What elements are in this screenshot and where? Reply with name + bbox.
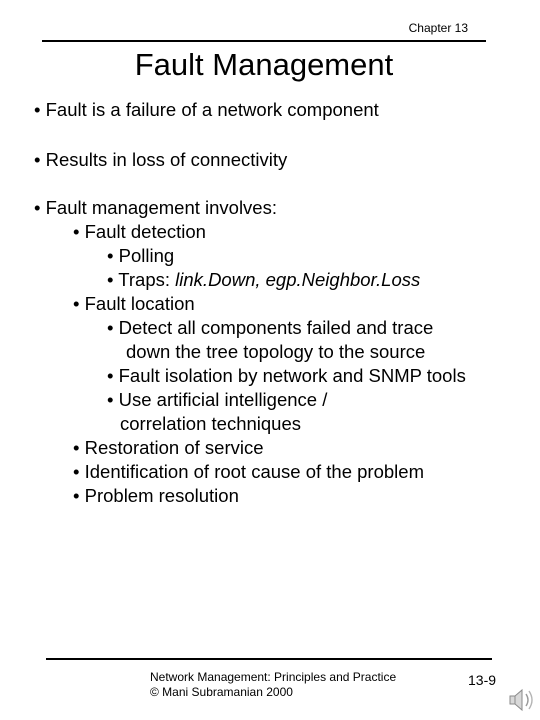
subsubbullet-fault-isolation: • Fault isolation by network and SNMP tools <box>107 365 466 386</box>
subsubbullet-detect-components-cont: down the tree topology to the source <box>126 341 426 362</box>
subbullet-root-cause: • Identification of root cause of the problem <box>73 461 424 482</box>
subsubbullet-artificial-intelligence-cont: correlation techniques <box>120 413 301 434</box>
footer-rule <box>46 658 492 660</box>
traps-prefix: • Traps: <box>107 269 176 290</box>
subbullet-fault-location: • Fault location <box>73 293 195 314</box>
subsubbullet-traps <box>107 269 420 291</box>
speaker-icon[interactable] <box>506 685 536 715</box>
bullet-fault-definition: • Fault is a failure of a network component <box>34 99 379 120</box>
subsubbullet-artificial-intelligence: • Use artificial intelligence / <box>107 389 328 410</box>
subbullet-fault-detection: • Fault detection <box>73 221 206 242</box>
subsubbullet-polling: • Polling <box>107 245 175 266</box>
subbullet-problem-resolution: • Problem resolution <box>73 485 239 506</box>
subsubbullet-detect-components: • Detect all components failed and trace <box>107 317 434 338</box>
header-rule <box>42 40 486 42</box>
traps-examples: link.Down, egp.Neighbor.Loss <box>175 269 421 290</box>
bullet-loss-of-connectivity: • Results in loss of connectivity <box>34 149 288 170</box>
bullet-fault-management-involves: • Fault management involves: <box>34 197 277 218</box>
chapter-label: Chapter 13 <box>408 21 468 35</box>
slide-title: Fault Management <box>134 47 394 82</box>
footer-credits <box>150 670 396 700</box>
page-number: 13-9 <box>468 672 497 688</box>
footer-book-title: Network Management: Principles and Practice <box>150 670 397 684</box>
footer-copyright: © Mani Subramanian 2000 <box>150 685 293 699</box>
subbullet-restoration: • Restoration of service <box>73 437 264 458</box>
